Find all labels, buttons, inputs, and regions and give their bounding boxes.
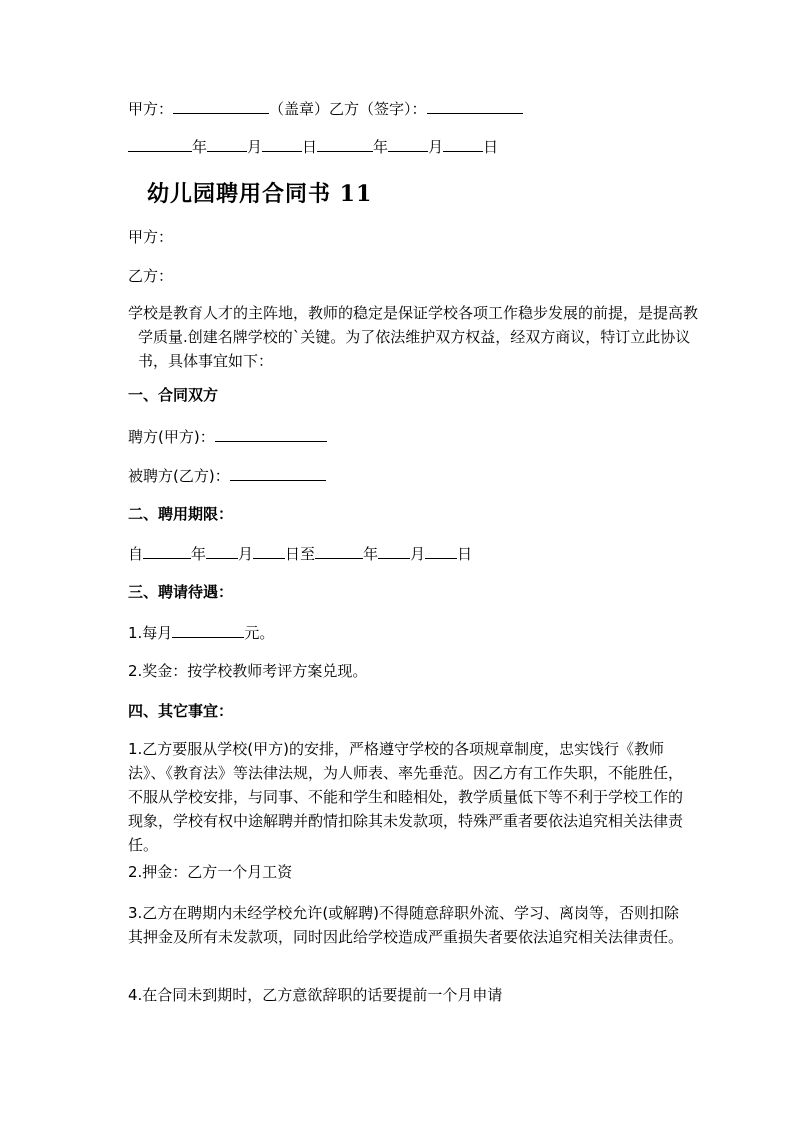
- term-end-month: 月: [410, 545, 426, 563]
- employee-blank[interactable]: [230, 463, 326, 481]
- signature-line: [128, 96, 523, 121]
- term-end-year-blank[interactable]: [315, 541, 363, 559]
- term-start-year: 年: [191, 545, 207, 563]
- employer-label: 聘方(甲方)：: [128, 428, 215, 446]
- intro-paragraph: [128, 301, 700, 373]
- day-label-b: 日: [483, 138, 499, 156]
- party-a-line: 甲方：: [128, 228, 174, 246]
- salary-line: [128, 620, 274, 645]
- employee-line: [128, 463, 326, 488]
- employee-label: 被聘方(乙方)：: [128, 467, 230, 485]
- section3-title: 三、聘请待遇：: [128, 583, 234, 601]
- intro-text: 学校是教育人才的主阵地，教师的稳定是保证学校各项工作稳步发展的前提，是提高教学质量.创建名牌学校的`关键。为了依法维护双方权益，经双方商议，特订立此协议书，具体事宜如下：: [128, 304, 699, 370]
- day-label-a: 日: [302, 138, 318, 156]
- other-item1: [128, 737, 690, 857]
- term-start-month-blank[interactable]: [206, 541, 238, 559]
- seal-signature-label: （盖章）乙方（签字）：: [269, 100, 427, 118]
- year-label-a: 年: [192, 138, 208, 156]
- term-line: [128, 541, 472, 566]
- month-label-b: 月: [428, 138, 444, 156]
- month-blank-b[interactable]: [388, 134, 428, 152]
- term-start-year-blank[interactable]: [143, 541, 191, 559]
- signature-date-line: [128, 134, 498, 159]
- year-blank-b[interactable]: [317, 134, 373, 152]
- year-label-b: 年: [373, 138, 389, 156]
- salary-suffix: 元。: [244, 624, 275, 642]
- section4-title: 四、其它事宜：: [128, 702, 234, 720]
- employer-blank[interactable]: [215, 424, 327, 442]
- other-item3: [128, 901, 690, 949]
- day-blank-a[interactable]: [262, 134, 302, 152]
- term-end-year: 年: [363, 545, 379, 563]
- term-start-day-blank[interactable]: [253, 541, 285, 559]
- document-title: 幼儿园聘用合同书 11: [147, 181, 373, 207]
- party-b-line: 乙方：: [128, 267, 174, 285]
- bonus-line: 2.奖金：按学校教师考评方案兑现。: [128, 662, 368, 680]
- salary-blank[interactable]: [172, 620, 244, 638]
- party-b-blank[interactable]: [427, 96, 523, 114]
- month-label-a: 月: [247, 138, 263, 156]
- employer-line: [128, 424, 327, 449]
- year-blank-a[interactable]: [128, 134, 192, 152]
- term-from: 自: [128, 545, 144, 563]
- term-start-month: 月: [238, 545, 254, 563]
- day-blank-b[interactable]: [443, 134, 483, 152]
- term-end-month-blank[interactable]: [378, 541, 410, 559]
- salary-prefix: 1.每月: [128, 624, 173, 642]
- other-item1-text: 1.乙方要服从学校(甲方)的安排，严格遵守学校的各项规章制度，忠实饯行《教师法》、《教育法》等法律法规，为人师表、率先垂范。因乙方有工作失职，不能胜任，不服从学校安排，与同事、不能和学生和睦相处，教学质量低下等不利于学校工作的现象，学校有权中途解聘并酌情扣除其未发款项，特殊严重者要依法追究相关法律责任。: [128, 740, 684, 854]
- section1-title: 一、合同双方: [128, 386, 219, 404]
- section2-title: 二、聘用期限：: [128, 505, 234, 523]
- other-item3-text: 3.乙方在聘期内未经学校允许(或解聘)不得随意辞职外流、学习、离岗等，否则扣除其押金及所有未发款项，同时因此给学校造成严重损失者要依法追究相关法律责任。: [128, 904, 684, 946]
- month-blank-a[interactable]: [207, 134, 247, 152]
- party-a-signature-label: 甲方：: [128, 100, 174, 118]
- party-a-blank[interactable]: [173, 96, 269, 114]
- other-item4: 4.在合同未到期时，乙方意欲辞职的话要提前一个月申请: [128, 986, 503, 1004]
- term-end-day-blank[interactable]: [425, 541, 457, 559]
- term-end-day: 日: [457, 545, 473, 563]
- other-item2: 2.押金：乙方一个月工资: [128, 863, 293, 881]
- term-to: 日至: [285, 545, 316, 563]
